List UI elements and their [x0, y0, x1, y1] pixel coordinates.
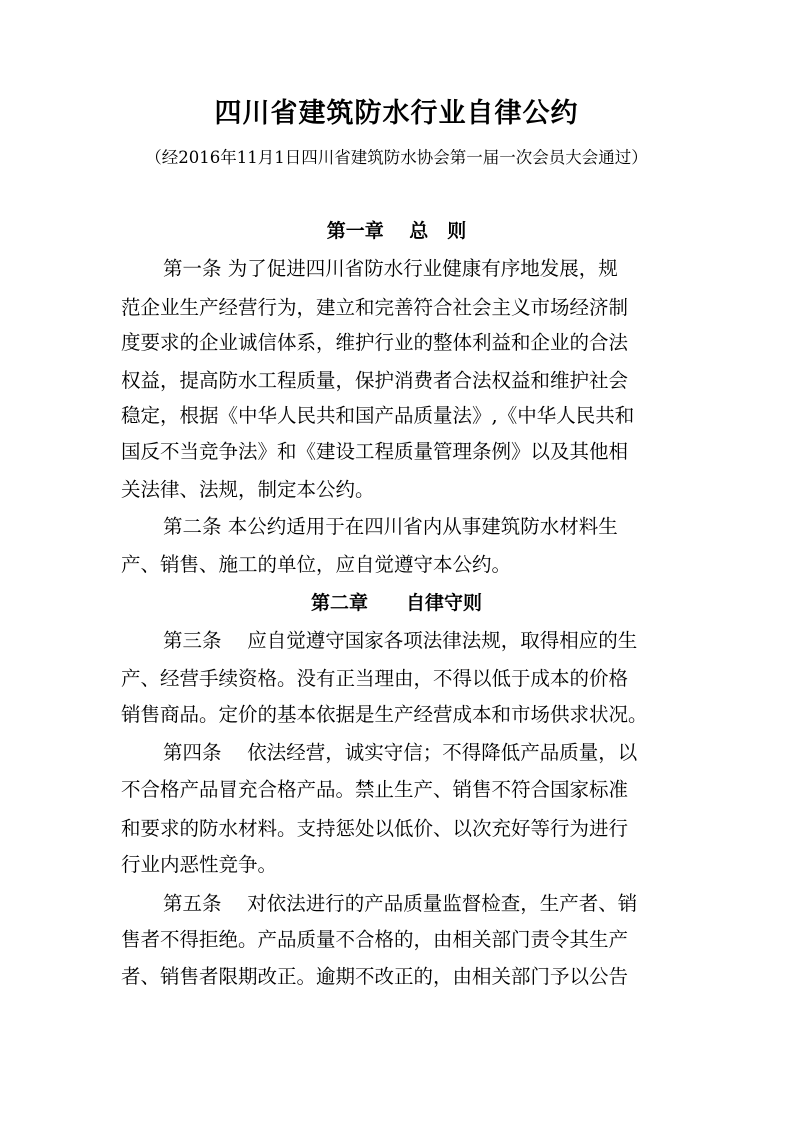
- document-title: 四川省建筑防水行业自律公约: [214, 98, 579, 129]
- article-line: 和要求的防水材料。支持惩处以低价、以次充好等行为进行: [121, 817, 629, 840]
- article-line: 产、销售、施工的单位，应自觉遵守本公约。: [121, 553, 512, 576]
- document-subtitle: （经2016年11月1日四川省建筑防水协会第一届一次会员大会通过）: [145, 148, 648, 167]
- article-line: 稳定，根据《中华人民共和国产品质量法》,《中华人民共和: [121, 404, 635, 427]
- chapter-heading-general: 第一章 总 则: [326, 220, 467, 242]
- article-line: 国反不当竞争法》和《建设工程质量管理条例》以及其他相: [121, 440, 629, 463]
- chapter-heading-self-discipline: 第二章 自律守则: [310, 592, 482, 614]
- article-line: 售者不得拒绝。产品质量不合格的，由相关部门责令其生产: [121, 928, 629, 951]
- article-line: 第二条 本公约适用于在四川省内从事建筑防水材料生: [163, 515, 618, 538]
- article-line: 第五条 对依法进行的产品质量监督检查，生产者、销: [163, 892, 638, 915]
- article-line: 度要求的企业诚信体系，维护行业的整体利益和企业的合法: [121, 331, 629, 354]
- article-line: 第一条 为了促进四川省防水行业健康有序地发展，规: [163, 257, 618, 280]
- article-line: 产、经营手续资格。没有正当理由，不得以低于成本的价格: [121, 667, 629, 690]
- article-line: 行业内恶性竞争。: [121, 853, 278, 876]
- article-line: 关法律、法规，制定本公约。: [121, 478, 375, 501]
- article-line: 权益，提高防水工程质量，保护消费者合法权益和维护社会: [121, 369, 629, 392]
- article-line: 不合格产品冒充合格产品。禁止生产、销售不符合国家标准: [121, 778, 629, 801]
- article-line: 第四条 依法经营，诚实守信；不得降低产品质量，以: [163, 741, 638, 764]
- article-line: 者、销售者限期改正。逾期不改正的，由相关部门予以公告: [121, 965, 629, 988]
- article-line: 销售商品。定价的基本依据是生产经营成本和市场供求状况。: [121, 703, 648, 726]
- article-line: 第三条 应自觉遵守国家各项法律法规，取得相应的生: [163, 629, 638, 652]
- article-line: 范企业生产经营行为，建立和完善符合社会主义市场经济制: [121, 296, 629, 319]
